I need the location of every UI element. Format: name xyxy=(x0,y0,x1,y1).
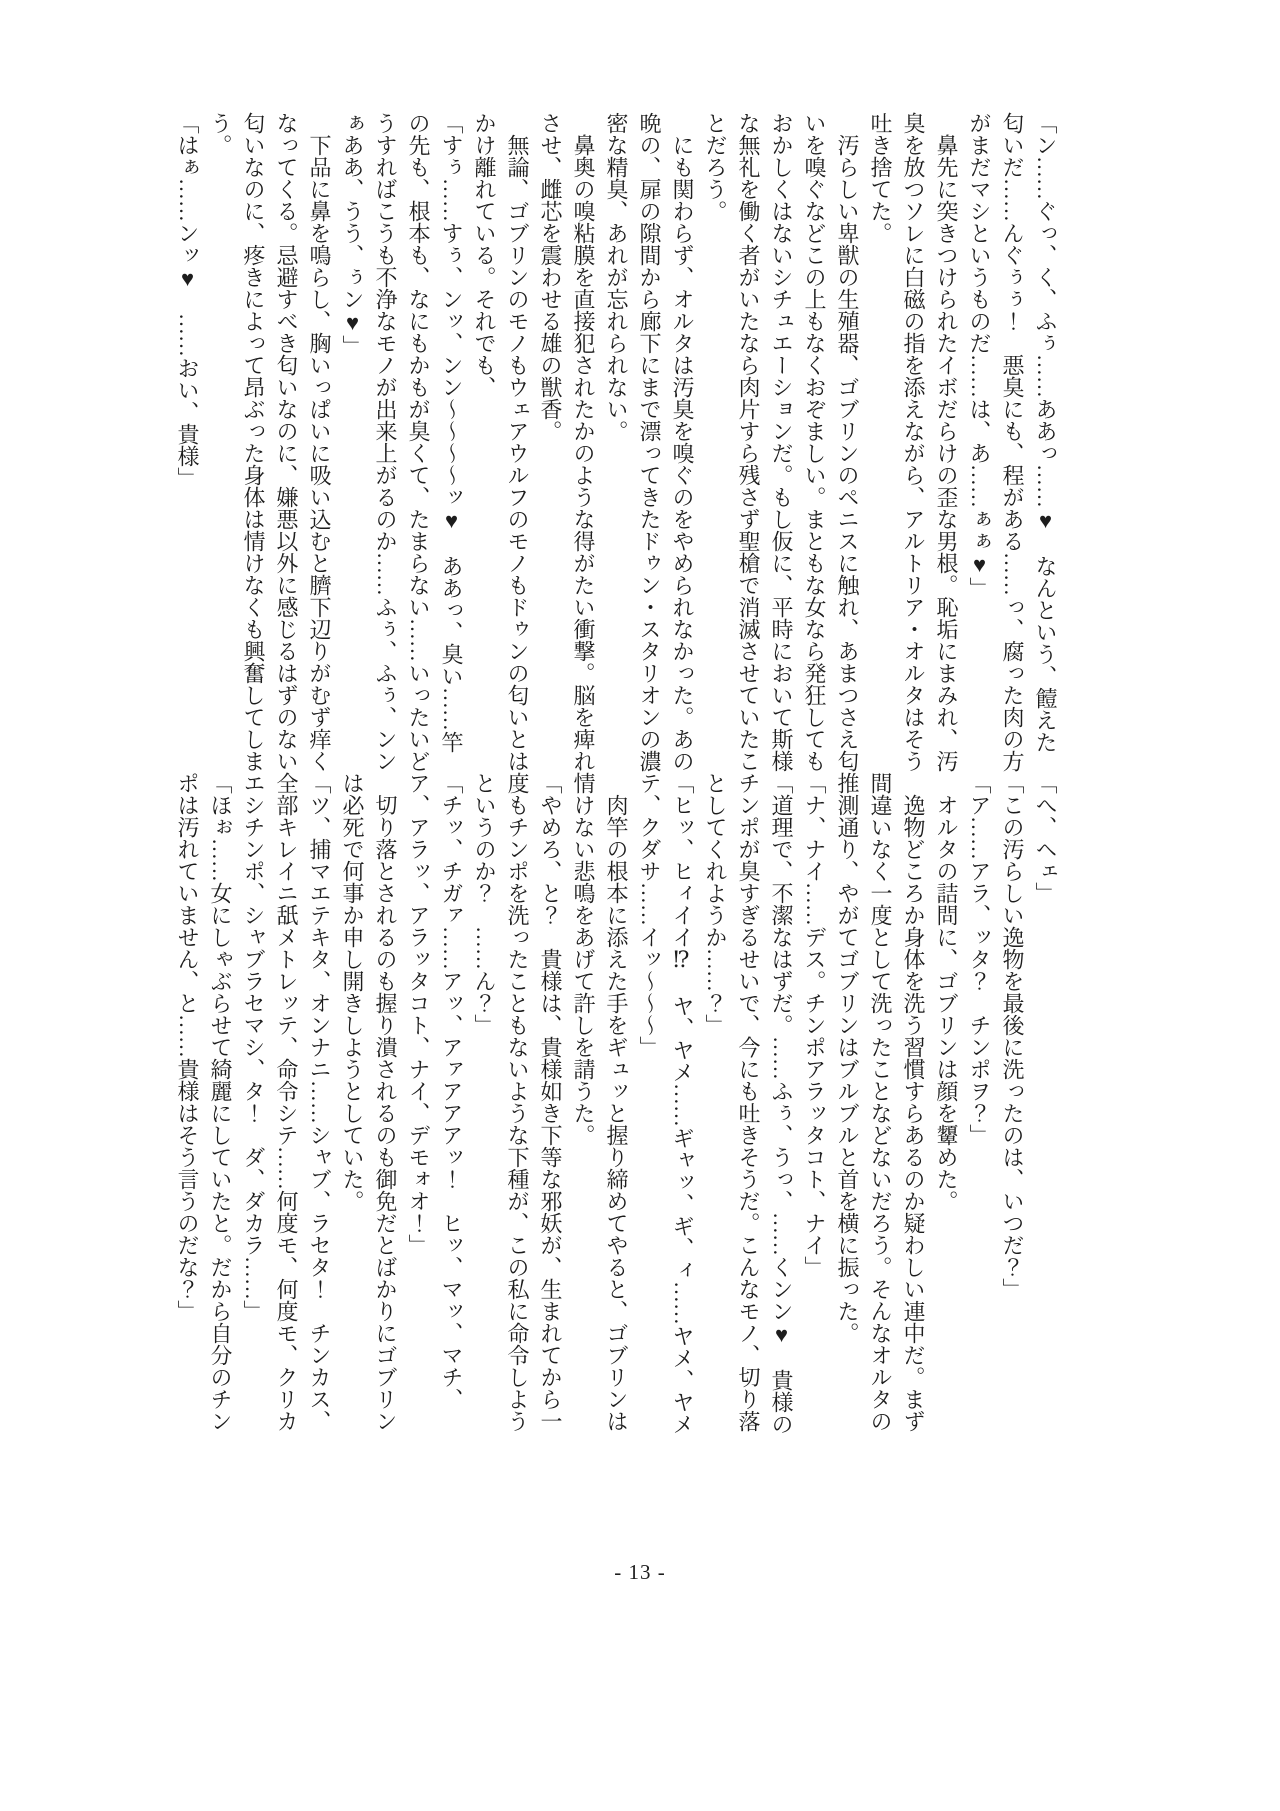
paragraph: 「ン……ぐっ、く、ふぅ……ああっ……♥ なんという、饐えた匂いだ……んぐぅぅ！ 悪臭にも、程がある……っ、腐った肉の方がまだマシというものだ……は、あ……ぁぁ♥」 xyxy=(967,112,1058,772)
paragraph: 「はぁ……ンッ♥ ……おい、貴様」 xyxy=(175,112,200,489)
page-number: - 13 - xyxy=(614,1560,666,1584)
paragraph: 「へ、ヘェ」 xyxy=(1033,772,1058,904)
paragraph: 「チッ、チガァ……アッ、アァアアアッ！ ヒッ、マッ、マチ、ア、アラッ、アラッタコト、ナイ、デモォオ！」 xyxy=(406,772,464,1410)
paragraph: 肉竿の根本に添えた手をギュッと握り締めてやると、ゴブリンは情けない悲鳴をあげて許しを請うた。 xyxy=(571,772,629,1432)
paragraph: 切り落とされるのも握り潰されるのも御免だとばかりにゴブリンは必死で何事か申し開きしようとしていた。 xyxy=(340,772,398,1432)
paragraph: 「ヒッ、ヒィイイ⁉ ヤ、ヤメ……ギャッ、ギ、ィ……ヤメ、ヤメテ、クダサ……イッ〜〜〜」 xyxy=(637,772,695,1435)
paragraph: 下品に鼻を鳴らし、胸いっぱいに吸い込むと臍下辺りがむず痒くなってくる。忌避すべき匂いなのに、嫌悪以外に感じるはずのない匂いなのに、疼きによって昂ぶった身体は情けなくも興奮してしまう。 xyxy=(208,112,332,772)
text-block-top xyxy=(171,112,1062,772)
paragraph: にも関わらず、オルタは汚臭を嗅ぐのをやめられなかった。あの晩の、扉の隙間から廊下にまで漂ってきたドゥン・スタリオンの濃密な精臭、あれが忘れられない。 xyxy=(604,112,695,772)
paragraph: 逸物どころか身体を洗う習慣すらあるのか疑わしい連中だ。まず間違いなく一度として洗ったことなどないだろう。そんなオルタの推測通り、やがてゴブリンはブルブルと首を横に振った。 xyxy=(835,772,926,1432)
paragraph: 「すぅ……すぅ、ンッ、ンン〜〜〜〜ッ♥ ああっ、臭い……竿の先も、根本も、なにもかもが臭くて、たまらない……いったいどうすればこうも不浄なモノが出来上がるのか……ふぅ、ふぅ、ンンぁああ、うう、ぅン♥」 xyxy=(340,112,464,772)
paragraph: 汚らしい卑獣の生殖器、ゴブリンのペニスに触れ、あまつさえ匂いを嗅ぐなどこの上もなくおぞましい。まともな女なら発狂してもおかしくはないシチュエーションだ。もし仮に、平時において斯様な無礼を働く者がいたなら肉片すら残さず聖槍で消滅させていたことだろう。 xyxy=(703,112,860,772)
paragraph: オルタの詰問に、ゴブリンは顔を顰めた。 xyxy=(934,794,959,1212)
paragraph: 鼻奥の嗅粘膜を直接犯されたかのような得がたい衝撃。脳を痺れさせ、雌芯を震わせる雄の獣香。 xyxy=(538,112,596,772)
paragraph: 「ア……アラ、ッタ？ チンポヲ？」 xyxy=(967,772,992,1146)
paragraph: 「道理で、不潔なはずだ。……ふぅ、うっ、……くンン♥ 貴様のチンポが臭すぎるせいで、今にも吐きそうだ。こんなモノ、切り落としてくれようか……？」 xyxy=(703,772,794,1435)
paragraph: 「ナ、ナイ……デス。チンポアラッタコト、ナイ」 xyxy=(802,772,827,1278)
text-block-bottom xyxy=(171,772,1062,1440)
paragraph: 「やめろ、と？ 貴様は、貴様如き下等な邪妖が、生まれてから一度もチンポを洗ったこともないような下種が、この私に命令しようというのか？ ……ん？」 xyxy=(472,772,563,1432)
paragraph: 鼻先に突きつけられたイボだらけの歪な男根。恥垢にまみれ、汚臭を放つソレに白磁の指を添えながら、アルトリア・オルタはそう吐き捨てた。 xyxy=(868,112,959,772)
paragraph: 無論、ゴブリンのモノもウェアウルフのモノもドゥンの匂いとはかけ離れている。それでも、 xyxy=(472,112,530,772)
paragraph: 「ツ、捕マエテキタ、オンナニ……シャブ、ラセタ！ チンカス、全部キレイニ舐メトレッテ、命令シテ……何度モ、何度モ、クリカエシチンポ、シャブラセマシ、タ！ ダ、ダカラ……」 xyxy=(241,772,332,1432)
paragraph: 「ほぉ……女にしゃぶらせて綺麗にしていたと。だから自分のチンポは汚れていません、と……貴様はそう言うのだな？」 xyxy=(175,772,233,1432)
paragraph: 「この汚らしい逸物を最後に洗ったのは、いつだ？」 xyxy=(1000,772,1025,1300)
